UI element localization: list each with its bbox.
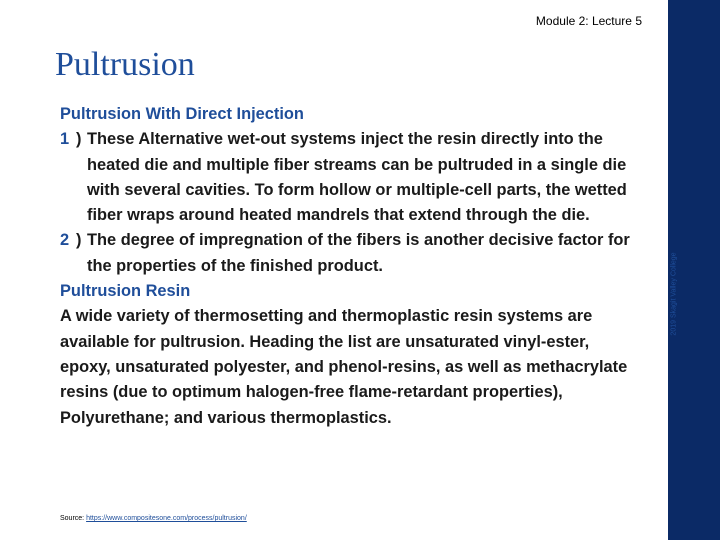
list-item (60, 127, 640, 228)
vertical-credit-text: 2019 Skagit Valley College (670, 252, 678, 336)
list-item-text: These Alternative wet-out systems inject the resin directly into the heated die and multiple fiber streams can be pultruded in a single die with several cavities. To form hollow or multiple-cell parts, the wetted fiber wraps around heated mandrels that extend through the die. (87, 130, 627, 225)
slide-body (60, 102, 640, 431)
list-item-paren: ) (76, 130, 82, 149)
resin-paragraph: A wide variety of thermosetting and thermoplastic resin systems are available for pultrusion. Heading the list are unsaturated vinyl-ester, epoxy, unsaturated polyester, and phenol-resins, as well as methacrylate resins (due to optimum halogen-free flame-retardant properties), Polyurethane; and various thermoplastics. (60, 307, 628, 427)
source-label: Source: (60, 515, 87, 522)
list-item-text: The degree of impregnation of the fibers is another decisive factor for the properties of the finished product. (87, 231, 630, 275)
list-item (60, 228, 640, 279)
section-heading-direct-injection: Pultrusion With Direct Injection (60, 105, 304, 123)
module-label: Module 2: Lecture 5 (535, 14, 642, 28)
list-item-number: 2 (60, 231, 70, 250)
page-title: Pultrusion (55, 46, 195, 83)
list-item-number: 1 (60, 130, 70, 149)
source-citation (60, 515, 247, 522)
list-item-paren: ) (76, 231, 82, 250)
section-heading-resin: Pultrusion Resin (60, 282, 191, 301)
source-link[interactable]: https://www.compositesone.com/process/pultrusion/ (86, 515, 247, 522)
